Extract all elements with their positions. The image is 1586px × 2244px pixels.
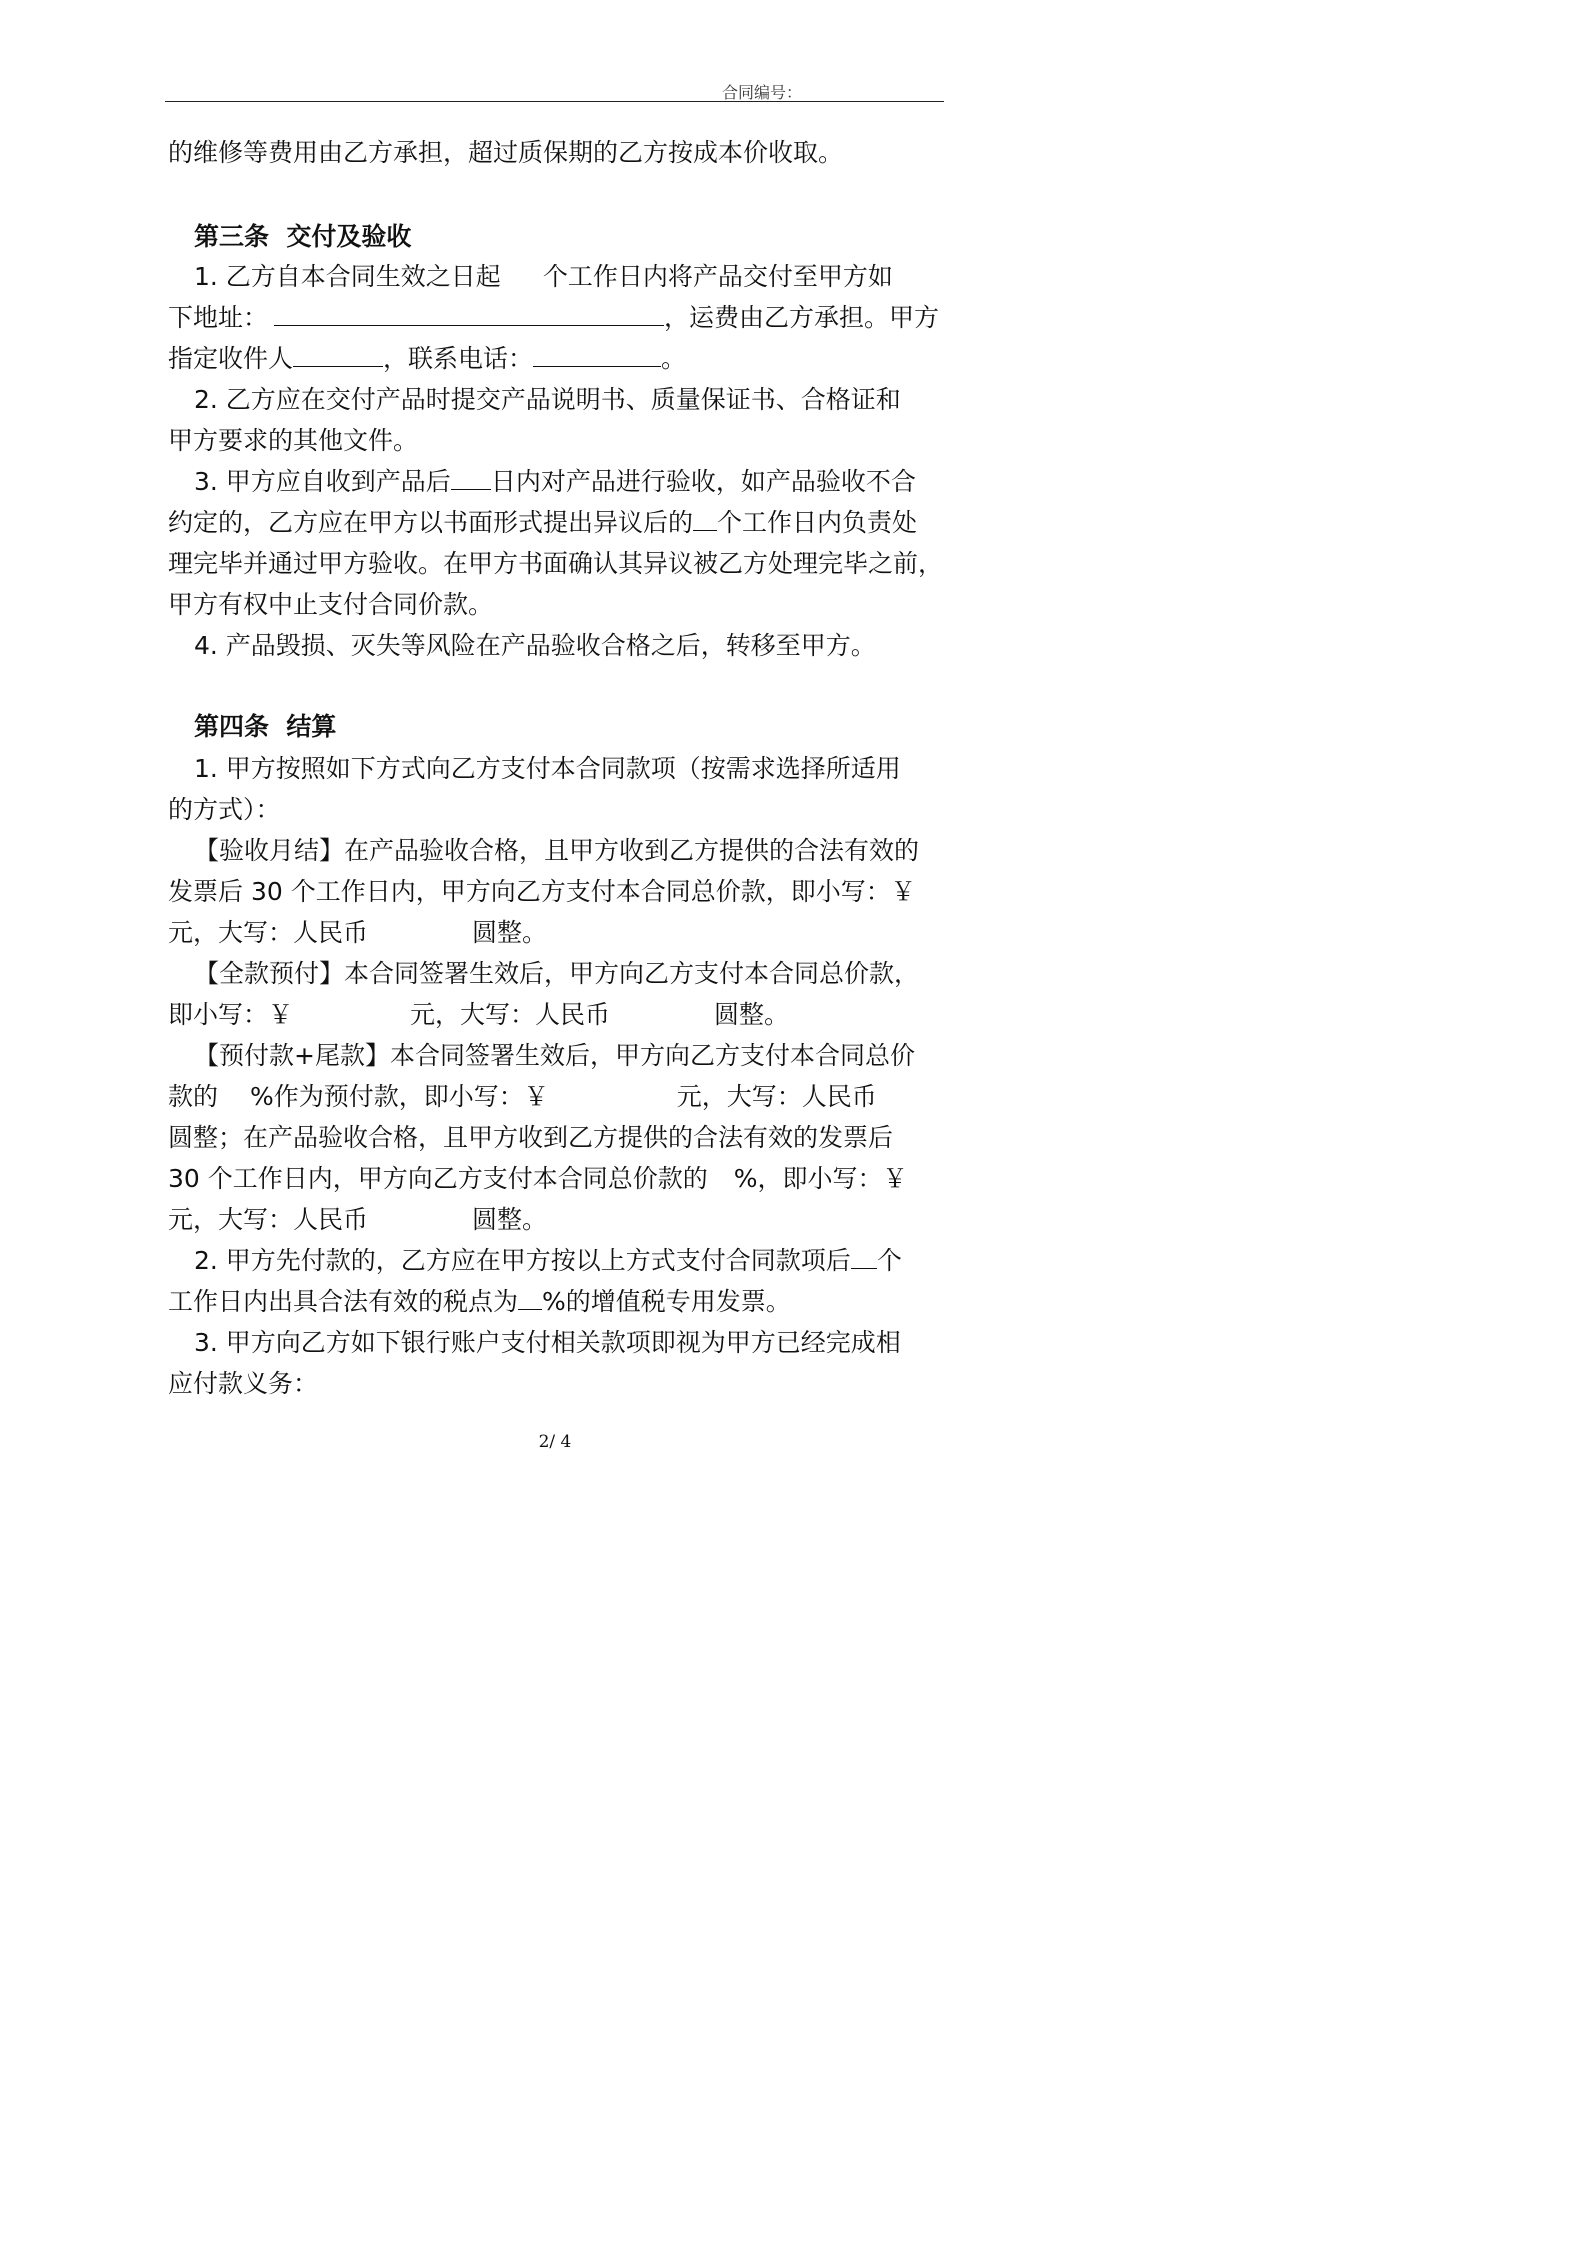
article-3-item-3-line-3: 理完毕并通过甲方验收。在甲方书面确认其异议被乙方处理完毕之前，: [168, 549, 944, 578]
text-segment: 30 个工作日内，甲方向乙方支付本合同总价款的: [168, 1164, 708, 1193]
text-segment: 3. 甲方应自收到产品后: [194, 467, 451, 496]
text-segment: %作为预付款，即小写：￥: [250, 1082, 549, 1111]
blank-workdays: [693, 508, 717, 531]
text-segment: 约定的，乙方应在甲方以书面形式提出异议后的: [168, 508, 694, 537]
article-3-heading: 第三条 交付及验收: [194, 222, 412, 251]
text-segment: 个工作日内将产品交付至甲方如: [542, 262, 893, 291]
text-segment: ，运费由乙方承担。甲方: [664, 303, 940, 332]
article-3-item-2-line-2: 甲方要求的其他文件。: [168, 426, 419, 455]
article-4-item-3-line-1: 3. 甲方向乙方如下银行账户支付相关款项即视为甲方已经完成相: [194, 1328, 901, 1357]
text-segment: %，即小写：￥: [733, 1164, 908, 1193]
text-segment: 圆整。: [472, 918, 548, 947]
text-segment: 款的: [168, 1082, 219, 1111]
article-4-item-1-line-2: 的方式）：: [168, 795, 281, 824]
text-segment: 圆整。: [714, 1000, 790, 1029]
blank-tax-rate: [518, 1287, 542, 1310]
method-monthly-line-3: [168, 918, 547, 948]
paragraph-continued: 的维修等费用由乙方承担，超过质保期的乙方按成本价收取。: [168, 138, 844, 167]
method-prepay-line-1: 【全款预付】本合同签署生效后，甲方向乙方支付本合同总价款，: [194, 959, 920, 988]
method-monthly-line-2: 发票后 30 个工作日内，甲方向乙方支付本合同总价款，即小写：￥: [168, 877, 916, 906]
method-deposit-line-5: [168, 1205, 547, 1235]
article-4-item-2-line-2: [168, 1287, 791, 1317]
contract-number-label: 合同编号：: [722, 83, 803, 102]
article-3-item-4: 4. 产品毁损、灭失等风险在产品验收合格之后，转移至甲方。: [194, 631, 876, 660]
article-3-item-3-line-1: [194, 467, 916, 497]
text-segment: 即小写：￥: [168, 1000, 294, 1029]
blank-recipient: [293, 344, 383, 367]
text-segment: 元，大写：人民币: [676, 1082, 877, 1111]
text-segment: ，联系电话：: [383, 344, 534, 373]
text-segment: %的增值税专用发票。: [542, 1287, 791, 1316]
page-number: 2/ 4: [538, 1432, 572, 1452]
article-3-item-3-line-2: [168, 508, 917, 538]
article-4-item-3-line-2: 应付款义务：: [168, 1369, 319, 1398]
text-segment: 个工作日内负责处: [717, 508, 918, 537]
article-4-item-1-line-1: 1. 甲方按照如下方式向乙方支付本合同款项（按需求选择所适用: [194, 754, 901, 783]
text-segment: 日内对产品进行验收，如产品验收不合: [490, 467, 916, 496]
article-4-item-2-line-1: [194, 1246, 902, 1276]
text-segment: 。: [661, 344, 687, 373]
article-3-item-1-line-2: [168, 303, 939, 333]
blank-phone: [533, 344, 661, 367]
article-3-item-1-line-1: [194, 262, 893, 292]
text-segment: 工作日内出具合法有效的税点为: [168, 1287, 519, 1316]
article-4-heading: 第四条 结算: [194, 712, 337, 741]
blank-inspection-days: [451, 467, 491, 490]
method-deposit-line-2: [168, 1082, 877, 1112]
text-segment: 2. 甲方先付款的，乙方应在甲方按以上方式支付合同款项后: [194, 1246, 851, 1275]
method-deposit-line-4: [168, 1164, 908, 1194]
method-deposit-line-1: 【预付款+尾款】本合同签署生效后，甲方向乙方支付本合同总价: [194, 1041, 915, 1070]
text-segment: 圆整。: [472, 1205, 548, 1234]
text-segment: 个: [876, 1246, 902, 1275]
method-prepay-line-2: [168, 1000, 789, 1030]
blank-address: [274, 303, 664, 326]
article-3-item-1-line-3: [168, 344, 686, 374]
method-deposit-line-3: 圆整；在产品验收合格，且甲方收到乙方提供的合法有效的发票后: [168, 1123, 894, 1152]
text-segment: 1. 乙方自本合同生效之日起: [194, 262, 501, 291]
article-3-item-2-line-1: 2. 乙方应在交付产品时提交产品说明书、质量保证书、合格证和: [194, 385, 901, 414]
method-monthly-line-1: 【验收月结】在产品验收合格，且甲方收到乙方提供的合法有效的: [194, 836, 920, 865]
text-segment: 元，大写：人民币: [410, 1000, 611, 1029]
blank-invoice-days: [851, 1246, 877, 1269]
text-segment: 下地址：: [168, 303, 269, 332]
header-divider: [165, 101, 944, 102]
text-segment: 元，大写：人民币: [168, 918, 369, 947]
text-segment: 指定收件人: [168, 344, 294, 373]
article-3-item-3-line-4: 甲方有权中止支付合同价款。: [168, 590, 494, 619]
text-segment: 元，大写：人民币: [168, 1205, 369, 1234]
